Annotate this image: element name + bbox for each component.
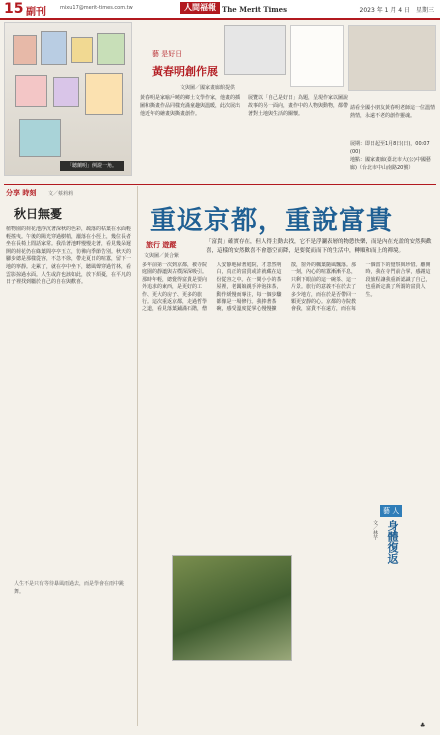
article-lead: 「富貴」確實存在，但人得主動去找，它不是浮瀾表層的物慾快樂，而是內在充盈的安然與歡喜，這樣的安然歡喜不會憑空而降，是要從而而下的生活中，轉順和而上的禪境。 — [206, 239, 432, 254]
issue-date: 2023 年 1 月 4 日 星期三 — [359, 7, 434, 14]
feature-invite-text: 請看全國小朋友黃春明老師這一位溫情熱情，永遠不老的創作靈魂。 — [350, 105, 436, 119]
feature-title: 黃春明創作展 — [152, 65, 218, 78]
column-title: 秋日無憂 — [14, 207, 63, 221]
article-body: 多年前第一次到京都，被寺院庭園的靜謐與古樸深深吸引。那時年輕，總覺得富貴是要向外追求的東西，是更好的工作、更大的房子、更多的旅行。這次重返京都，走過哲學之道，看見落葉鋪滿石階，僧人安靜地掃著庭院，才忽然明白，真正的富貴或許就藏在這份從容之中。在一間小小的茶屋裡，老闆娘親手沖泡抹茶，動作緩慢而專注，每一個步驟都像是一場修行。我捧著茶碗，感受溫度從掌心慢慢擴散，窗外的楓葉隨風飄落。那一刻，內心的喧囂漸漸平息，只剩下眼前的這一碗茶、這一片景。旅行的意義不在於去了多少地方，而在於是否帶回一顆更安靜的心。京都的寺院教會我，富貴不在遠方，而在每一個當下的覺察與珍惜。離開時，我在寺門前合掌，感謝這段旅程讓我重新認識了自己，也重新定義了所謂的富貴人生。 — [142, 262, 431, 313]
feature-body: 黃春明是家喻戶曉的鄉土文學作家，他畫的插圖和撕畫作品同樣充滿童趣與溫暖，此次展出他近年的繪畫與撕畫創作。 — [140, 95, 241, 117]
exhibition-info: 展期：即日起至1月8日(日)，00:07 (00) 地點：國家畫廊(臺北市大(公)中國藝廊)（台北市中山南路20號） — [350, 141, 431, 171]
artwork-frame — [85, 73, 123, 115]
column-body: 植物園的荷花池浮沉著深秋的色彩，疏落的枯葉在水面輕輕搖曳。午後的陽光穿過樹梢，灑落在小徑上，幾位長者坐在長椅上閒話家常。我沿著池畔慢慢走著，看見幾朵遲開的荷花仍在綠葉間亭亭玉立，彷彿向季節告別。秋天的腳步總是那樣從容，不急不徐，帶走夏日的喧囂，留下一地的寧靜。走累了，就在亭中坐下，聽風聲穿過竹林，看雲影掠過水面。人生或許也該如此，放下煩憂，在平凡的日子裡找到屬於自己的自在與歡喜。 — [6, 226, 132, 286]
artist-photo — [348, 25, 436, 91]
artwork-frame — [53, 77, 79, 107]
article-kicker: 旅行 遊蹤 — [146, 241, 177, 249]
section-divider — [4, 184, 436, 185]
artwork-frame — [71, 37, 93, 63]
section-name: 副刊 — [26, 7, 46, 18]
photo-caption: 「聽蘭明」例證一角。 — [60, 161, 124, 171]
newspaper-logo: 人間福報 — [180, 2, 220, 14]
column-byline: 文／蔡莉莉 — [48, 191, 74, 197]
sidebar-title: 身體復返 — [386, 520, 399, 564]
article-byline: 文與圖／黃合紫 — [144, 253, 180, 259]
end-mark-icon: ♣ — [420, 722, 426, 729]
artwork-frame — [15, 75, 47, 107]
garden-photo — [172, 555, 292, 661]
feature-kicker: 藝 是好日 — [152, 50, 183, 58]
column-kicker: 分享 時刻 — [6, 189, 37, 197]
feature-body-continued: 展覽以「自己是好日」為題，呈現作家以圖說故事的另一面向，畫作中的人物與動物，都帶著對土地與生活的關懷。 — [248, 95, 348, 117]
artwork-frame — [97, 33, 125, 65]
section-email: mixu17@merit-times.com.tw — [60, 5, 133, 11]
artwork-frame — [19, 119, 61, 157]
artwork-painting — [290, 25, 344, 87]
column-divider — [137, 186, 138, 726]
article-title: 重返京都，重說富貴 — [150, 206, 394, 236]
sidebar-byline: 文／林芊 — [372, 520, 378, 540]
artwork-painting — [224, 25, 286, 75]
newspaper-logo-en: The Merit Times — [222, 5, 288, 14]
page-number: 15 — [4, 1, 24, 17]
feature-byline: 文與圖／國家畫廊館提供 — [180, 85, 236, 91]
sidebar-kicker: 藝 人 — [380, 505, 402, 517]
exhibition-photo — [4, 22, 132, 176]
artwork-frame — [13, 35, 37, 65]
column-quote: 人生不是只有等待暴風雨過去，而是學會在雨中跳舞。 — [14, 581, 125, 595]
artwork-frame — [41, 31, 67, 65]
